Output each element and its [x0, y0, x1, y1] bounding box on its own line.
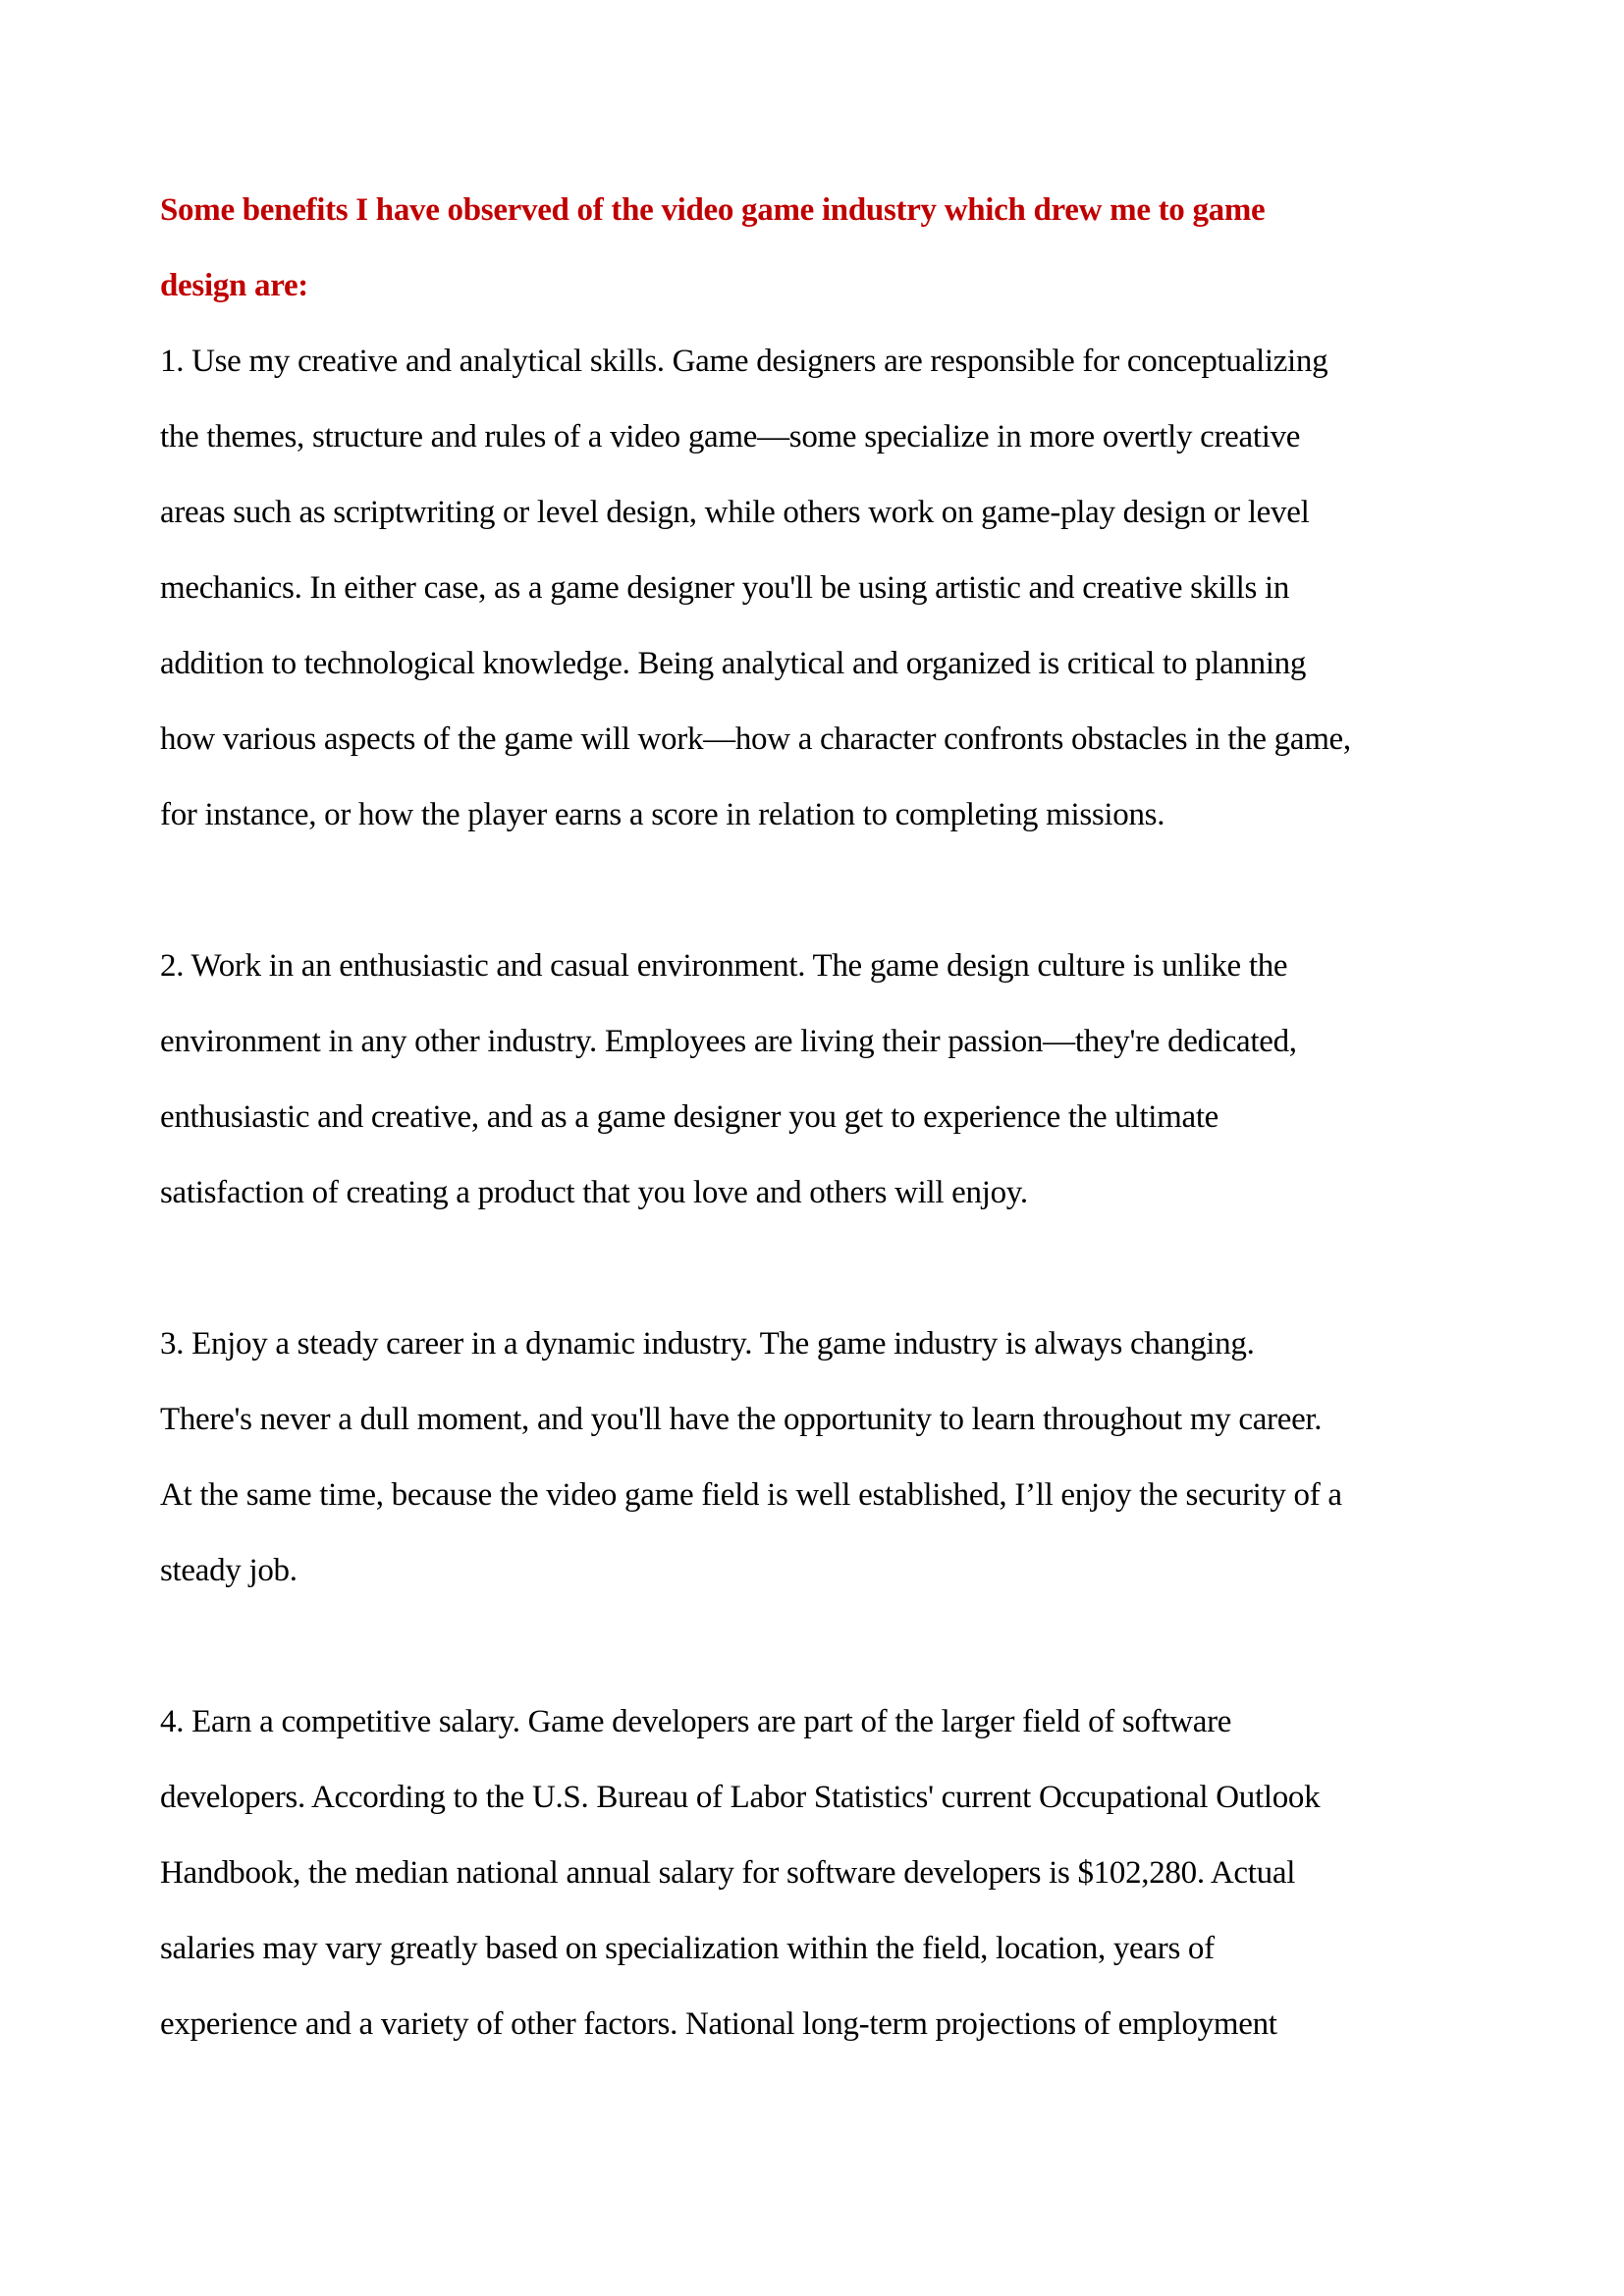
text-line: Handbook, the median national annual salary for software developers is $102,280. Actual [160, 1855, 1296, 1891]
text-line: design are: [160, 268, 309, 303]
text-line: 2. Work in an enthusiastic and casual environment. The game design culture is unlike the [160, 948, 1288, 984]
text-line: for instance, or how the player earns a score in relation to completing missions. [160, 797, 1165, 832]
document-heading [160, 173, 1436, 324]
text-line: areas such as scriptwriting or level design, while others work on game-play design or level [160, 495, 1310, 530]
text-line: steady job. [160, 1553, 298, 1588]
text-line: the themes, structure and rules of a video game—some specialize in more overtly creative [160, 419, 1301, 454]
text-line: There's never a dull moment, and you'll have the opportunity to learn throughout my career. [160, 1402, 1323, 1437]
document-body [160, 173, 1436, 2062]
text-line: satisfaction of creating a product that you love and others will enjoy. [160, 1175, 1028, 1210]
paragraph-1-creative-analytical-skills [160, 324, 1436, 853]
text-line: mechanics. In either case, as a game designer you'll be using artistic and creative skills in [160, 570, 1290, 606]
text-line: enthusiastic and creative, and as a game designer you get to experience the ultimate [160, 1099, 1219, 1135]
text-line: experience and a variety of other factors. National long-term projections of employment [160, 2006, 1277, 2042]
paragraph-2-enthusiastic-environment [160, 929, 1436, 1231]
text-line: At the same time, because the video game field is well established, I’ll enjoy the security of a [160, 1477, 1342, 1513]
text-line: developers. According to the U.S. Bureau of Labor Statistics' current Occupational Outlook [160, 1780, 1321, 1815]
text-line: salaries may vary greatly based on specialization within the field, location, years of [160, 1931, 1215, 1966]
text-line: addition to technological knowledge. Being analytical and organized is critical to planning [160, 646, 1307, 681]
text-line: 4. Earn a competitive salary. Game developers are part of the larger field of software [160, 1704, 1232, 1739]
text-line: environment in any other industry. Employees are living their passion—they're dedicated, [160, 1024, 1297, 1059]
paragraph-3-steady-career [160, 1307, 1436, 1609]
text-line: Some benefits I have observed of the video game industry which drew me to game [160, 192, 1266, 228]
text-line: how various aspects of the game will work—how a character confronts obstacles in the game, [160, 721, 1351, 757]
text-line: 1. Use my creative and analytical skills. Game designers are responsible for conceptualizing [160, 344, 1328, 379]
text-line: 3. Enjoy a steady career in a dynamic industry. The game industry is always changing. [160, 1326, 1255, 1362]
paragraph-4-competitive-salary [160, 1684, 1436, 2062]
